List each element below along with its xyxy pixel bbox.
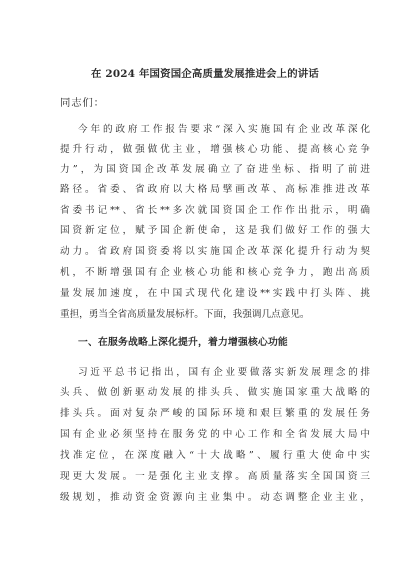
- paragraph-line: 现更大发展。一是强化主业支撑。高质量落实全国国资三: [60, 471, 370, 482]
- paragraph-line: 找准定位，在深度融入“十大战略”、履行重大使命中实: [60, 450, 370, 461]
- paragraph-line: 今年的政府工作报告要求“深入实施国有企业改革深化: [78, 124, 370, 135]
- paragraph-line: 提升行动，做强做优主业，增强核心功能、提高核心竞争: [60, 144, 370, 155]
- paragraph-line: 路径。省委、省政府以大格局擘画改革、高标准推进改革: [60, 184, 370, 195]
- paragraph-line: 重担，勇当全省高质量发展标杆。下面，我强调几点意见。: [60, 309, 310, 320]
- paragraph-line: 国资新定位，赋予国企新使命，这是我们做好工作的强大: [60, 225, 370, 236]
- paragraph-line: 习近平总书记指出，国有企业要做落实新发展理念的排: [78, 367, 370, 378]
- document-title: 在 2024 年国资国企高质量发展推进会上的讲话: [91, 68, 319, 80]
- paragraph-line: 排头兵。面对复杂严峻的国际环境和艰巨繁重的发展任务: [60, 408, 370, 419]
- salutation: 同志们：: [60, 97, 105, 109]
- paragraph-line: 省委书记**、省长**多次就国资国企工作作出批示，明确: [60, 205, 370, 216]
- paragraph-line: 量发展加速度，在中国式现代化建设**实践中打头阵、挑: [60, 288, 370, 299]
- paragraph-line: 机，不断增强国有企业核心功能和核心竞争力，跑出高质: [60, 267, 370, 278]
- paragraph-line: 头兵、做创新驱动发展的排头兵、做实施国家重大战略的: [60, 387, 370, 398]
- paragraph-line: 动力。省政府国资委将以实施国企改革深化提升行动为契: [60, 246, 370, 257]
- paragraph-line: 力”，为国资国企改革发展确立了奋进坐标、指明了前进: [60, 164, 370, 175]
- section-heading: 一、在服务战略上深化提升，着力增强核心功能: [78, 337, 288, 348]
- paragraph-line: 级规划，推动资金资源向主业集中。动态调整企业主业，: [60, 492, 370, 503]
- paragraph-line: 国有企业必须坚持在服务党的中心工作和全省发展大局中: [60, 429, 370, 440]
